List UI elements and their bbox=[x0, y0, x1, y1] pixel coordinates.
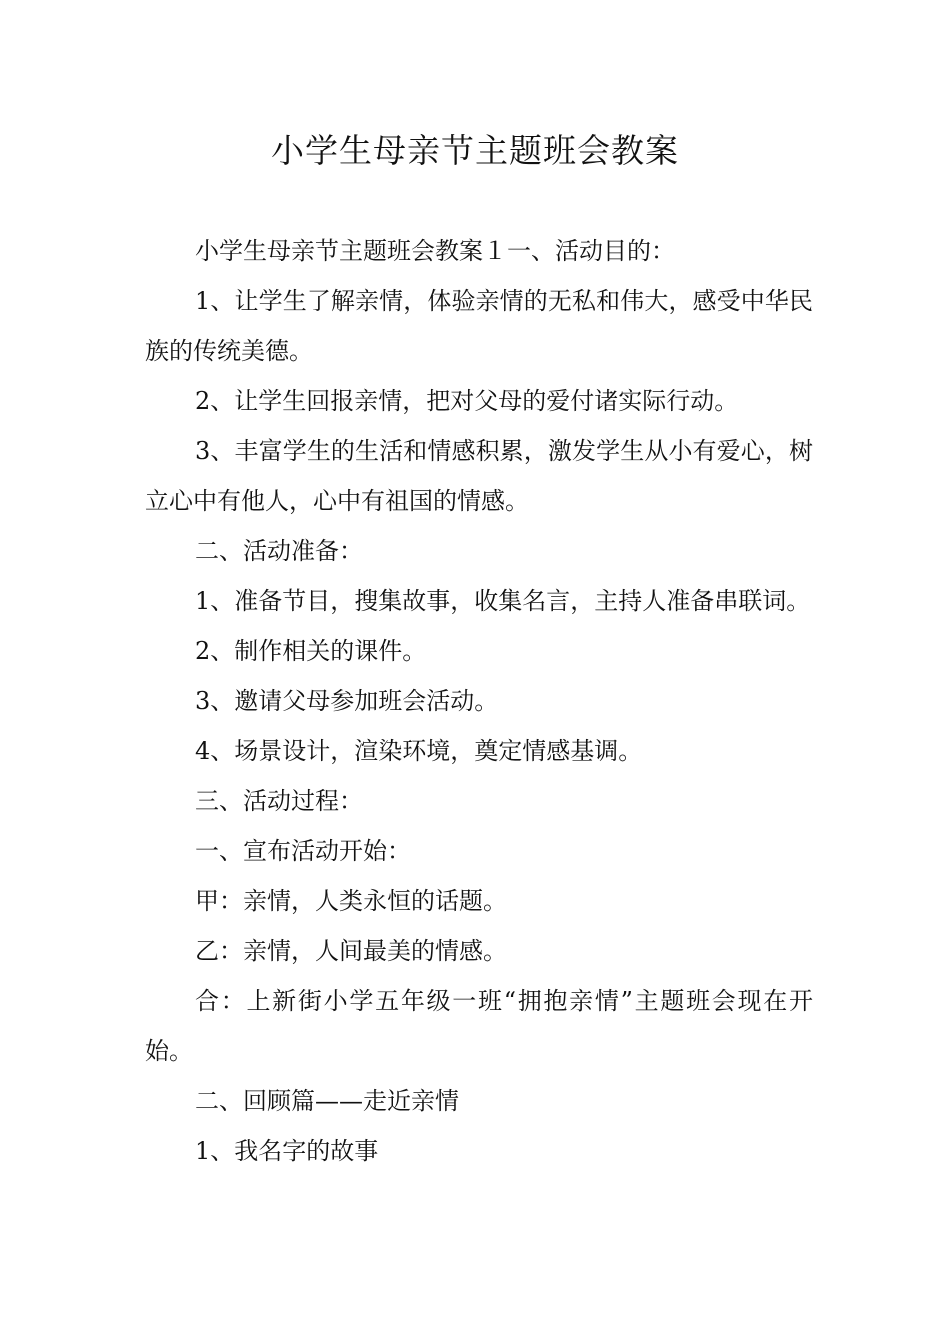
paragraph: 1、让学生了解亲情，体验亲情的无私和伟大，感受中华民族的传统美德。 bbox=[145, 287, 813, 365]
document-body bbox=[145, 226, 813, 1176]
paragraph: 3、丰富学生的生活和情感积累，激发学生从小有爱心，树立心中有他人，心中有祖国的情感。 bbox=[145, 437, 813, 515]
paragraph: 三、活动过程： bbox=[195, 787, 363, 815]
paragraph: 二、活动准备： bbox=[195, 537, 363, 565]
paragraph: 1、我名字的故事 bbox=[195, 1137, 379, 1165]
paragraph: 小学生母亲节主题班会教案１一、活动目的： bbox=[195, 237, 675, 265]
paragraph: 甲：亲情，人类永恒的话题。 bbox=[195, 887, 507, 915]
paragraph: 4、场景设计，渲染环境，奠定情感基调。 bbox=[195, 737, 643, 765]
paragraph: 2、让学生回报亲情，把对父母的爱付诸实际行动。 bbox=[195, 387, 739, 415]
paragraph: 3、邀请父母参加班会活动。 bbox=[195, 687, 499, 715]
paragraph: 2、制作相关的课件。 bbox=[195, 637, 427, 665]
paragraph: 合：上新街小学五年级一班“拥抱亲情”主题班会现在开始。 bbox=[145, 987, 813, 1065]
paragraph: 1、准备节目，搜集故事，收集名言，主持人准备串联词。 bbox=[195, 587, 811, 615]
paragraph: 二、回顾篇——走近亲情 bbox=[195, 1087, 459, 1115]
paragraph: 乙：亲情，人间最美的情感。 bbox=[195, 937, 507, 965]
paragraph: 一、宣布活动开始： bbox=[195, 837, 411, 865]
page-title: 小学生母亲节主题班会教案 bbox=[271, 131, 679, 170]
